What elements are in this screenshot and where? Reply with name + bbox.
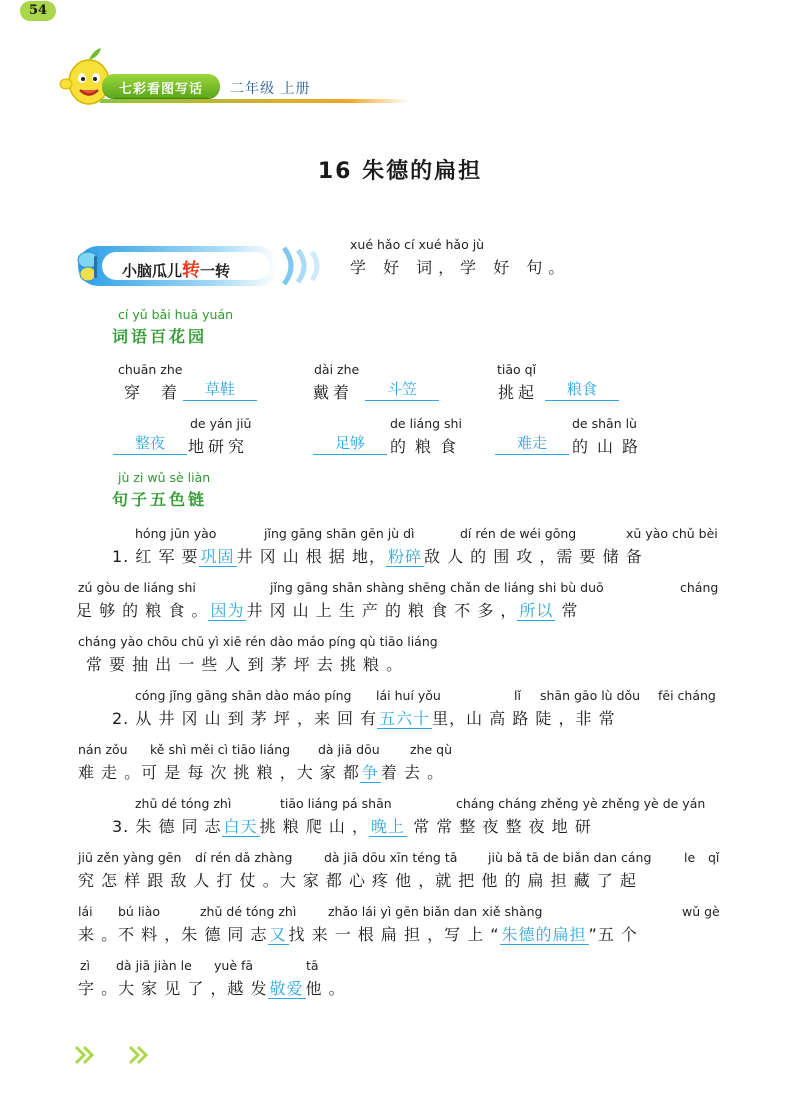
word-blank: 粮食 <box>545 378 619 401</box>
sentence-line: 3. 朱 德 同 志 白天 挑 粮 爬 山 ， 晚上 常 常 整 夜 整 夜 地 研 <box>112 817 592 836</box>
section2-title: 句子五色链 <box>112 490 208 509</box>
sentence-line: 1. 红 军 要 巩固 井 冈 山 根 据 地， 粉碎 敌 人 的 围 攻 ，需 要 储 备 <box>112 547 643 566</box>
sentence-blank: 敬爱 <box>269 979 304 998</box>
section2-pinyin: jù zi wǔ sè liàn <box>118 470 211 485</box>
sentence-blank: 巩固 <box>200 547 235 566</box>
banner-title: 小脑瓜儿转一转 <box>122 260 231 281</box>
section1-pinyin: cí yǔ bǎi huā yuán <box>118 307 234 322</box>
banner-pinyin: xué hǎo cí xué hǎo jù <box>350 237 485 252</box>
series-badge <box>102 74 220 98</box>
sentence-line: 2. 从 井 冈 山 到 茅 坪 ，来 回 有 五六十 里，山 高 路 陡 ，非 常 <box>112 709 616 728</box>
page-number: 54 <box>20 1 56 21</box>
word-blank: 草鞋 <box>183 378 257 401</box>
section1-title: 词语百花园 <box>112 327 208 346</box>
sentence-blank: 晚上 <box>371 817 406 836</box>
sentence-blank: 白天 <box>223 817 258 836</box>
word-blank: 足够 <box>313 432 387 455</box>
sentence-line: 难 走 。可 是 每 次 挑 粮 ，大 家 都 争 着 去 。 <box>78 763 445 782</box>
sentence-line: 足 够 的 粮 食 。 因为 井 冈 山 上 生 产 的 粮 食 不 多 ， 所以 常 <box>76 601 579 620</box>
banner-subtitle: 学 好 词，学 好 句。 <box>350 258 571 277</box>
lesson-title: 16 朱德的扁担 <box>317 159 483 184</box>
sentence-line: 字 。大 家 见 了 ，越 发 敬爱 他 。 <box>78 979 346 998</box>
sentence-blank: 粉碎 <box>387 547 422 566</box>
sentence-blank: 五六十 <box>379 709 431 728</box>
word-blank: 整夜 <box>113 432 187 455</box>
header-divider <box>100 99 410 103</box>
sentence-line: 究 怎 样 跟 敌 人 打 仗 。大 家 都 心 疼 他 ，就 把 他 的 扁 担 藏 了 起 <box>78 871 637 890</box>
sentence-blank: 因为 <box>210 601 245 620</box>
word-blank: 难走 <box>495 432 569 455</box>
grade-label: 二年级 上册 <box>230 81 311 97</box>
page-number-decoration <box>72 1044 152 1066</box>
series-title: 七彩看图写话 <box>118 82 203 97</box>
sentence-blank: 又 <box>269 925 287 944</box>
sentence-blank: 朱德的扁担 <box>501 925 587 944</box>
sentence-line: 来 。不 料 ，朱 德 同 志 又 找 来 一 根 扁 担 ，写 上 “ 朱德的扁担 ”五 个 <box>78 925 638 944</box>
sentence-blank: 所以 <box>519 601 554 620</box>
banner-highlight: 转 <box>182 260 201 281</box>
sentence-line: 常 要 抽 出 一 些 人 到 茅 坪 去 挑 粮 。 <box>86 655 404 674</box>
word-blank: 斗笠 <box>365 378 439 401</box>
sentence-blank: 争 <box>361 763 379 782</box>
